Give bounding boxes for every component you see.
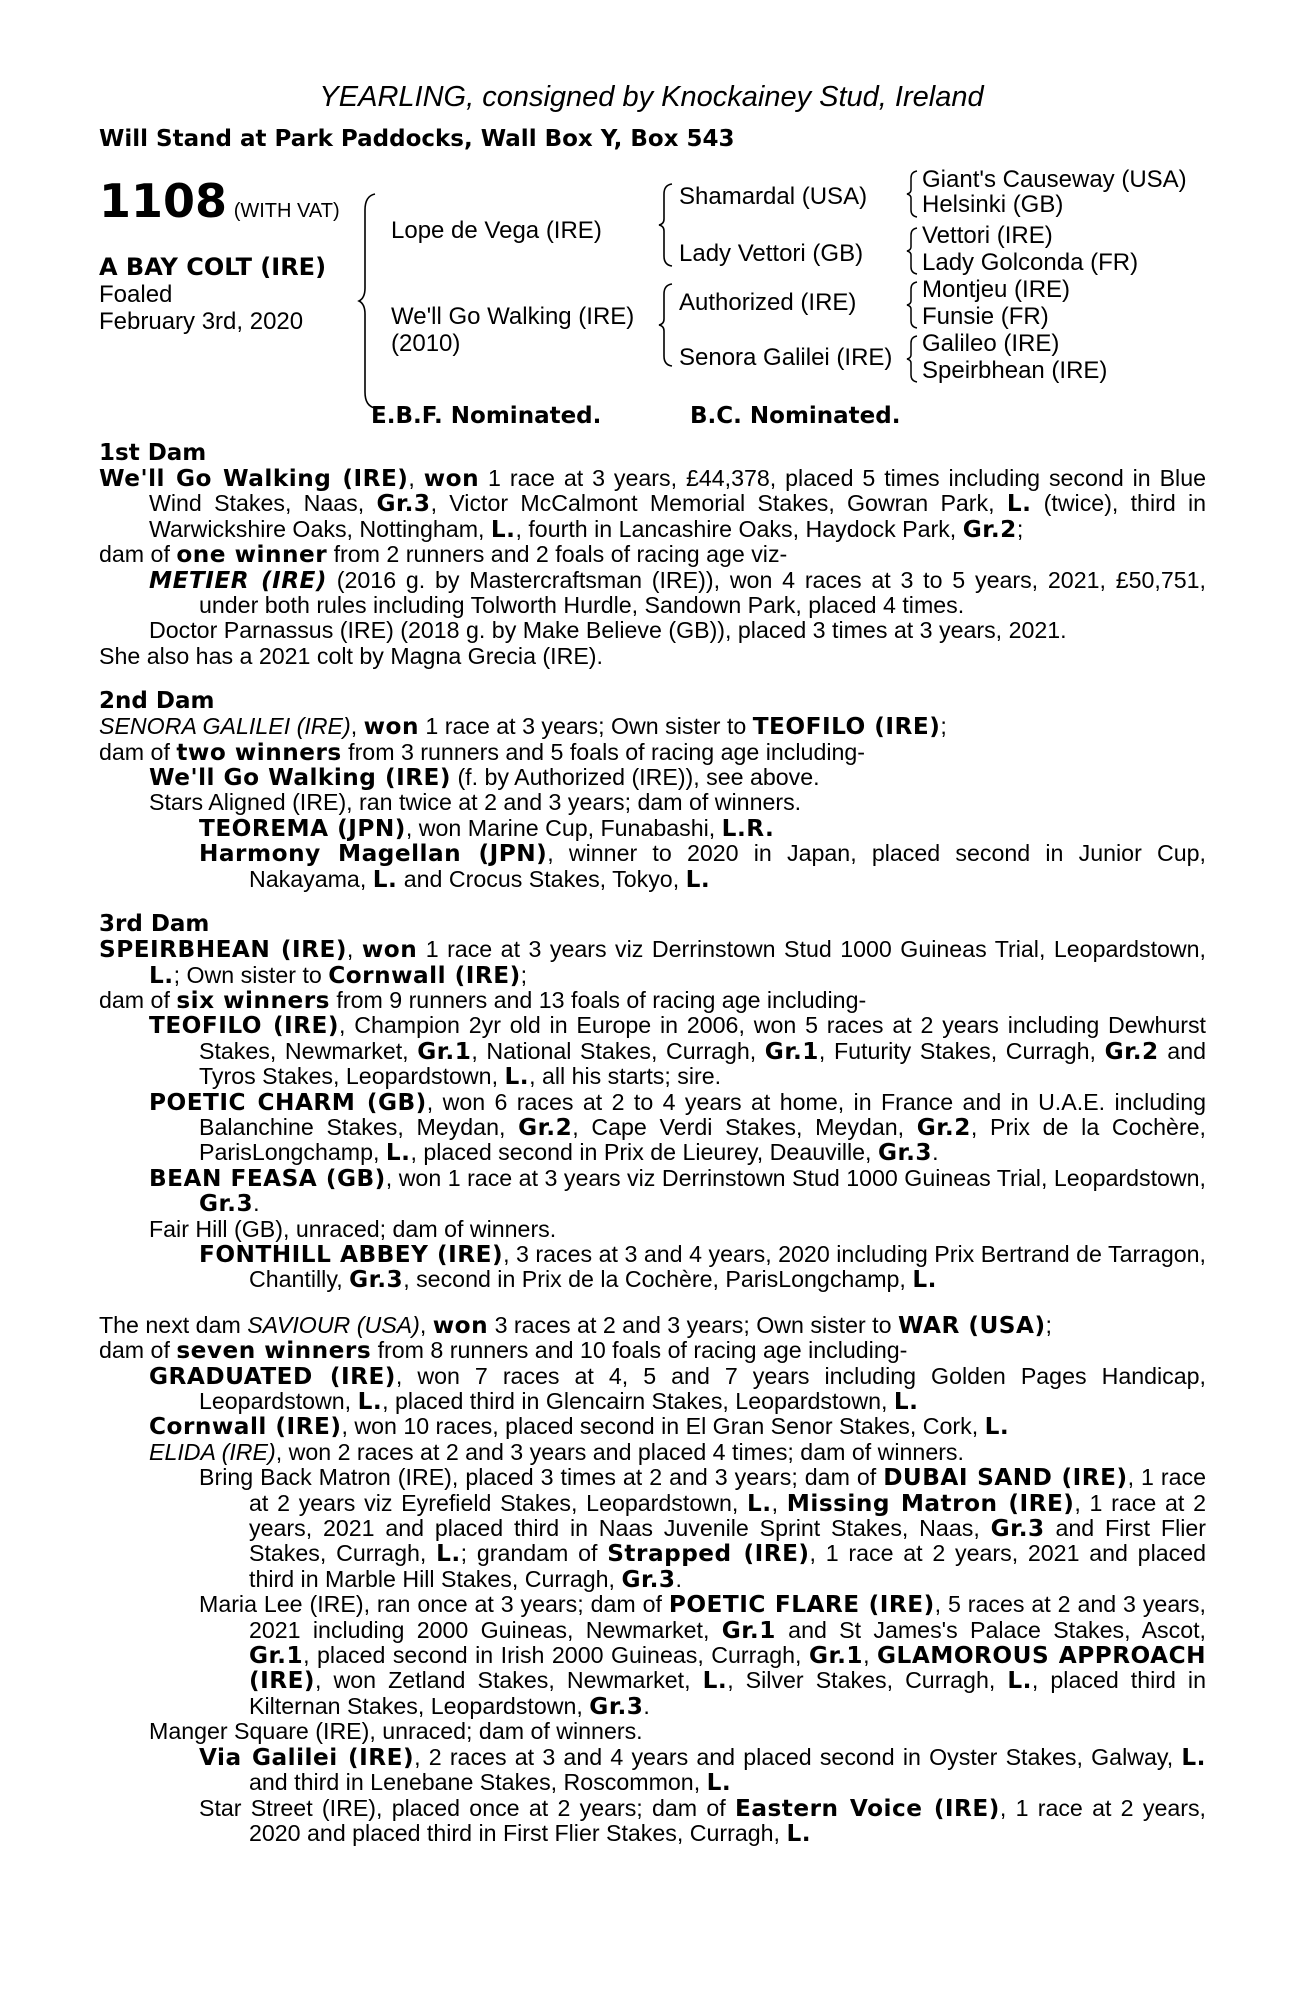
second-dam-heading: 2nd Dam — [99, 688, 215, 715]
produce-2021-colt: She also has a 2021 colt by Magna Grecia (IRE). — [99, 642, 603, 669]
dam-dam: Senora Galilei (IRE) — [679, 344, 893, 371]
produce-star-street: Star Street (IRE), placed once at 2 years; dam of Eastern Voice (IRE), 1 race at 2 years, 2020 and placed third in First Flier Stakes, Curragh, L. — [199, 1794, 1206, 1847]
fourth-dam-entry: The next dam SAVIOUR (USA), won 3 races at 2 and 3 years; Own sister to WAR (USA); — [99, 1311, 1052, 1339]
produce-teorema: TEOREMA (JPN), won Marine Cup, Funabashi, L.R. — [199, 814, 775, 842]
produce-poetic-charm: POETIC CHARM (GB), won 6 races at 2 to 4 years at home, in France and in U.A.E. including Balanchine Stakes, Meydan, Gr.2, Cape Verdi Stakes, Meydan, Gr.2, Prix de la Cochère, ParisLongchamp, L., placed second in Prix de Lieurey, Deauville, Gr.3. — [149, 1088, 1207, 1167]
produce-maria-lee: Maria Lee (IRE), ran once at 3 years; dam of POETIC FLARE (IRE), 5 races at 2 and 3 years, 2021 including 2000 Guineas, Newmarket, Gr.1 and St James's Palace Stakes, Ascot, Gr.1, placed second in Irish 2000 Guineas, Curragh, Gr.1, GLAMOROUS APPROACH (IRE), won Zetland Stakes, Newmarket, L., Silver Stakes, Curragh, L., placed third in Kilternan Stakes, Leopardstown, Gr.3. — [199, 1591, 1207, 1720]
stand-location: Will Stand at Park Paddocks, Wall Box Y, Box 543 — [99, 126, 735, 152]
brace-ds — [905, 280, 919, 330]
produce-well-go-walking: We'll Go Walking (IRE) (f. by Authorized (IRE)), see above. — [149, 764, 820, 792]
third-dam-produce-summary: dam of six winners from 9 runners and 13 foals of racing age including- — [99, 986, 867, 1014]
sds: Vettori (IRE) — [922, 222, 1053, 249]
second-dam-section — [99, 689, 1206, 892]
produce-elida: ELIDA (IRE), won 2 races at 2 and 3 years and placed 4 times; dam of winners. — [149, 1438, 964, 1465]
fourth-dam-produce-summary: dam of seven winners from 8 runners and 10 foals of racing age including- — [99, 1337, 908, 1365]
vat-note: (WITH VAT) — [233, 200, 340, 222]
ssd: Helsinki (GB) — [922, 191, 1064, 218]
first-dam-section — [99, 441, 1206, 669]
lot-number: 1108 — [99, 174, 228, 228]
fourth-dam-section — [99, 1313, 1206, 1847]
sdd: Lady Golconda (FR) — [922, 249, 1139, 276]
dds: Galileo (IRE) — [922, 330, 1060, 357]
produce-stars-aligned: Stars Aligned (IRE), ran twice at 2 and 3 years; dam of winners. — [149, 789, 802, 816]
ddd: Speirbhean (IRE) — [922, 357, 1108, 384]
brace-dam — [657, 282, 675, 368]
dsd: Funsie (FR) — [922, 303, 1049, 330]
produce-fair-hill: Fair Hill (GB), unraced; dam of winners. — [149, 1215, 557, 1242]
pedigree-table — [99, 164, 1206, 409]
lot-number-line — [99, 176, 340, 226]
foaled-date: February 3rd, 2020 — [99, 308, 304, 335]
produce-cornwall: Cornwall (IRE), won 10 races, placed second in El Gran Senor Stakes, Cork, L. — [149, 1413, 1010, 1441]
third-dam-section — [99, 912, 1206, 1293]
dss: Montjeu (IRE) — [922, 276, 1071, 303]
sss: Giant's Causeway (USA) — [922, 166, 1187, 193]
lot-description: A BAY COLT (IRE) — [99, 253, 327, 281]
sire: Lope de Vega (IRE) — [391, 217, 602, 244]
third-dam-heading: 3rd Dam — [99, 911, 210, 938]
produce-bring-back-matron: Bring Back Matron (IRE), placed 3 times at 2 and 3 years; dam of DUBAI SAND (IRE), 1 race at 2 years viz Eyrefield Stakes, Leopardstown, L., Missing Matron (IRE), 1 race at 2 years, 2021 and placed third in Naas Juvenile Sprint Stakes, Naas, Gr.3 and First Flier Stakes, Curragh, L.; grandam of Strapped (IRE), 1 race at 2 years, 2021 and placed third in Marble Hill Stakes, Curragh, Gr.3. — [199, 1464, 1206, 1593]
brace-sire — [657, 182, 675, 268]
third-dam-entry: SPEIRBHEAN (IRE), won 1 race at 3 years viz Derrinstown Stud 1000 Guineas Trial, Leopardstown, L.; Own sister to Cornwall (IRE); — [99, 936, 1206, 989]
foaled-label: Foaled — [99, 281, 173, 308]
first-dam-produce-summary: dam of one winner from 2 runners and 2 foals of racing age viz- — [99, 541, 788, 569]
nominations — [99, 403, 1206, 433]
produce-manger-square: Manger Square (IRE), unraced; dam of winners. — [149, 1718, 643, 1745]
brace-sd — [905, 226, 919, 276]
brace-ss — [905, 169, 919, 219]
produce-fonthill-abbey: FONTHILL ABBEY (IRE), 3 races at 3 and 4 years, 2020 including Prix Bertrand de Tarragon, Chantilly, Gr.3, second in Prix de la Cochère, ParisLongchamp, L. — [199, 1240, 1206, 1294]
brace-dd — [905, 334, 919, 384]
first-dam-heading: 1st Dam — [99, 440, 207, 466]
ebf-nominated: E.B.F. Nominated. — [371, 403, 602, 429]
consignment-line: YEARLING, consigned by Knockainey Stud, Ireland — [319, 81, 984, 113]
produce-doctor-parnassus: Doctor Parnassus (IRE) (2018 g. by Make Believe (GB)), placed 3 times at 3 years, 2021. — [149, 617, 1067, 644]
produce-harmony-magellan: Harmony Magellan (JPN), winner to 2020 in Japan, placed second in Junior Cup, Nakayama, L. and Crocus Stakes, Tokyo, L. — [199, 840, 1206, 893]
dam-sire: Authorized (IRE) — [679, 289, 857, 316]
second-dam-entry: SENORA GALILEI (IRE), won 1 race at 3 years; Own sister to TEOFILO (IRE); — [99, 713, 947, 741]
dam-year: (2010) — [391, 330, 461, 357]
sire-dam: Lady Vettori (GB) — [679, 240, 864, 267]
dam: We'll Go Walking (IRE) — [391, 303, 635, 330]
produce-bean-feasa: BEAN FEASA (GB), won 1 race at 3 years viz Derrinstown Stud 1000 Guineas Trial, Leopardstown, Gr.3. — [149, 1164, 1206, 1218]
catalogue-page — [99, 80, 1206, 1846]
produce-via-galilei: Via Galilei (IRE), 2 races at 3 and 4 years and placed second in Oyster Stakes, Galway, L. and third in Lenebane Stakes, Roscommon, L. — [199, 1743, 1206, 1797]
produce-graduated: GRADUATED (IRE), won 7 races at 4, 5 and 7 years including Golden Pages Handicap, Leopardstown, L., placed third in Glencairn Stakes, Leopardstown, L. — [149, 1362, 1206, 1415]
produce-teofilo: TEOFILO (IRE), Champion 2yr old in Europe in 2006, won 5 races at 2 years including Dewhurst Stakes, Newmarket, Gr.1, National Stakes, Curragh, Gr.1, Futurity Stakes, Curragh, Gr.2 and Tyros Stakes, Leopardstown, L., all his starts; sire. — [149, 1012, 1206, 1091]
sire-sire: Shamardal (USA) — [679, 183, 868, 210]
brace-main — [357, 192, 379, 410]
second-dam-produce-summary: dam of two winners from 3 runners and 5 foals of racing age including- — [99, 738, 866, 766]
first-dam-entry: We'll Go Walking (IRE), won 1 race at 3 years, £44,378, placed 5 times including second in Blue Wind Stakes, Naas, Gr.3, Victor McCalmont Memorial Stakes, Gowran Park, L. (twice), third in Warwickshire Oaks, Nottingham, L., fourth in Lancashire Oaks, Haydock Park, Gr.2; — [99, 465, 1207, 543]
bc-nominated: B.C. Nominated. — [690, 403, 901, 429]
produce-metier: METIER (IRE) (2016 g. by Mastercraftsman (IRE)), won 4 races at 3 to 5 years, 2021, £50,751, under both rules including Tolworth Hurdle, Sandown Park, placed 4 times. — [149, 566, 1206, 619]
